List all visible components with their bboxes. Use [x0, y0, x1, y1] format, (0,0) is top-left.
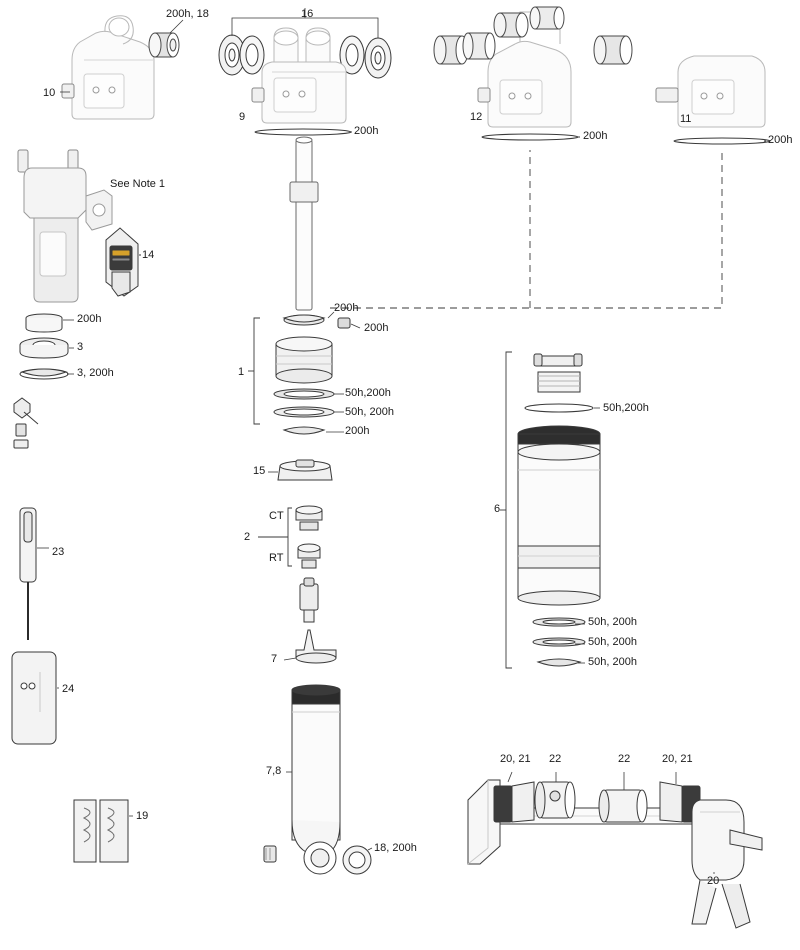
part-7-rebound-parts	[296, 578, 336, 663]
callout-200h-1c: 200h	[345, 425, 370, 437]
callout-200h-12: 200h	[583, 130, 608, 142]
callout-10: 10	[43, 87, 56, 99]
callout-19: 19	[136, 810, 149, 822]
callout-22-left: 22	[549, 753, 562, 765]
part-18-eyelet-bushing	[343, 846, 371, 874]
callout-22-right: 22	[618, 753, 631, 765]
valve-small-parts	[14, 398, 38, 448]
part-11-air-can	[656, 56, 765, 127]
part-2-adjuster-knobs	[296, 506, 322, 568]
callout-20-21-left: 20, 21	[500, 753, 531, 765]
callout-200h-18: 200h, 18	[166, 8, 209, 20]
callout-2: 2	[244, 531, 251, 543]
callout-200h-1a: 200h	[334, 302, 359, 314]
part-78-damper-body	[292, 685, 340, 874]
callout-50h-200h-c: 50h,200h	[603, 402, 649, 414]
part-23-syringe	[20, 508, 36, 640]
callout-200h-sealhead-top: 200h	[77, 313, 102, 325]
callout-18-200h: 18, 200h	[374, 842, 417, 854]
hardware-small-78	[264, 846, 276, 862]
oring-under-9	[255, 129, 351, 135]
callout-6: 6	[494, 503, 501, 515]
callout-24: 24	[62, 683, 75, 695]
callout-7: 7	[271, 653, 278, 665]
callout-50h-200h-e: 50h, 200h	[588, 636, 637, 648]
callout-14: 14	[142, 249, 155, 261]
part-15-compression-assembly	[278, 460, 332, 480]
callout-9: 9	[239, 111, 246, 123]
callout-50h-200h-d: 50h, 200h	[588, 616, 637, 628]
callout-11: 11	[680, 113, 692, 125]
callout-23: 23	[52, 546, 65, 558]
callout-rt: RT	[269, 552, 284, 564]
callout-20: 20	[707, 875, 720, 887]
part-remote-assembly	[18, 150, 112, 302]
part-18-bushing-top-left	[149, 33, 179, 57]
note-see-note-1: See Note 1	[110, 178, 166, 190]
callout-50h-200h-b: 50h, 200h	[345, 406, 394, 418]
part-19-soft-jaws	[74, 800, 128, 862]
callout-3-200h: 3, 200h	[77, 367, 114, 379]
callout-50h-200h-f: 50h, 200h	[588, 656, 637, 668]
callout-200h-1b: 200h	[364, 322, 389, 334]
part-9-air-can	[252, 62, 346, 123]
callout-15: 15	[253, 465, 266, 477]
callout-20-21-right: 20, 21	[662, 753, 693, 765]
callout-1: 1	[238, 366, 245, 378]
part-20-bar-clamp	[468, 780, 762, 928]
callout-50h-200h-a: 50h,200h	[345, 387, 391, 399]
callout-3: 3	[77, 341, 84, 353]
damper-shaft-upper	[290, 137, 318, 310]
seal-head-stack	[20, 314, 68, 379]
part-14-remote-lever	[106, 228, 138, 296]
callout-12: 12	[470, 111, 483, 123]
callout-7-8: 7,8	[266, 765, 282, 777]
bushing-left-of-11	[594, 36, 632, 64]
part-24-oil-bottle	[12, 652, 56, 744]
callout-200h-11: 200h	[768, 134, 793, 146]
callout-200h-9: 200h	[354, 125, 379, 137]
bushings-left-of-12	[434, 33, 495, 64]
callout-ct: CT	[269, 510, 284, 522]
part-10-air-can	[62, 16, 154, 119]
callout-16: 16	[301, 8, 314, 20]
